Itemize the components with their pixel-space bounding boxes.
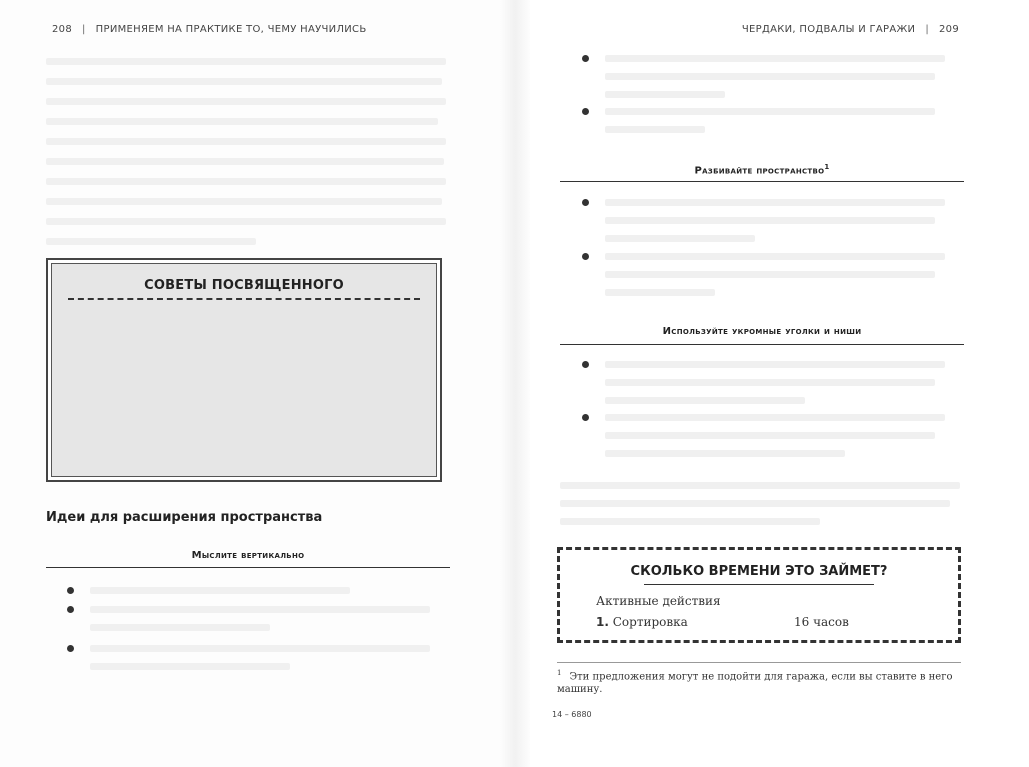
subhead-think-vertically: Мыслите вертикально: [191, 550, 305, 561]
insider-tips-title: СОВЕТЫ ПОСВЯЩЕННОГО: [144, 278, 344, 293]
insider-tips-box: [46, 258, 442, 482]
faded-text-line: [605, 432, 935, 439]
faded-text-line: [605, 397, 805, 404]
faded-text-line: [605, 361, 945, 368]
time-estimate-rule: [644, 584, 874, 585]
subhead-rule: [560, 344, 964, 345]
faded-text-line: [605, 414, 945, 421]
bullet-point: [67, 587, 74, 594]
faded-text-line: [560, 482, 960, 489]
active-actions-label: Активные действия: [596, 594, 721, 608]
faded-text-line: [560, 500, 950, 507]
faded-text-line: [46, 178, 446, 185]
insider-tips-dashed-rule: [68, 298, 420, 300]
left-running-head-text: ПРИМЕНЯЕМ НА ПРАКТИКЕ ТО, ЧЕМУ НАУЧИЛИСЬ: [95, 24, 367, 35]
time-row-number: 1.: [596, 615, 609, 629]
faded-text-line: [605, 253, 945, 260]
bullet-point: [582, 55, 589, 62]
footnote-text: Эти предложения могут не подойти для гаража, если вы ставите в него машину.: [557, 671, 953, 696]
right-running-head-separator: |: [925, 24, 929, 35]
insider-tips-inner: [51, 263, 437, 477]
bullet-point: [582, 361, 589, 368]
time-row-hours: 16 часов: [794, 615, 849, 629]
time-estimate-box: [557, 547, 961, 643]
left-running-head-separator: |: [82, 24, 86, 35]
subhead-divide-space: [560, 163, 964, 176]
faded-text-line: [605, 55, 945, 62]
faded-text-line: [90, 624, 270, 631]
bullet-point: [67, 645, 74, 652]
bullet-point: [582, 253, 589, 260]
faded-text-line: [605, 289, 715, 296]
subhead-use-nooks: Используйте укромные уголки и ниши: [662, 326, 862, 337]
left-running-head: [52, 24, 367, 35]
faded-text-line: [46, 138, 446, 145]
faded-text-line: [605, 199, 945, 206]
faded-text-line: [605, 108, 935, 115]
footnote-mark: 1: [557, 669, 562, 677]
right-page-number: 209: [939, 24, 959, 35]
left-page: [0, 0, 514, 767]
time-estimate-title: СКОЛЬКО ВРЕМЕНИ ЭТО ЗАЙМЕТ?: [630, 564, 888, 579]
faded-text-line: [46, 118, 438, 125]
footnote-reference: 1: [824, 163, 830, 171]
faded-text-line: [605, 235, 755, 242]
subhead-rule: [560, 181, 964, 182]
faded-text-line: [46, 218, 446, 225]
faded-text-line: [605, 73, 935, 80]
faded-text-line: [605, 126, 705, 133]
left-page-number: 208: [52, 24, 72, 35]
footnote-rule: [557, 662, 961, 663]
faded-text-line: [46, 238, 256, 245]
footnote: [557, 667, 961, 696]
right-running-head: [742, 24, 959, 35]
faded-text-line: [90, 587, 350, 594]
faded-text-line: [605, 271, 935, 278]
time-row-sorting: [596, 615, 688, 629]
right-running-head-text: ЧЕРДАКИ, ПОДВАЛЫ И ГАРАЖИ: [741, 24, 916, 35]
faded-text-line: [90, 606, 430, 613]
time-row-name: Сортировка: [612, 615, 688, 629]
faded-text-line: [605, 91, 725, 98]
faded-text-line: [46, 198, 442, 205]
faded-text-line: [90, 645, 430, 652]
faded-text-line: [605, 450, 845, 457]
faded-text-line: [605, 217, 935, 224]
faded-text-line: [90, 663, 290, 670]
faded-text-line: [605, 379, 935, 386]
subhead-divide-space-text: Разбивайте пространство: [694, 165, 825, 177]
faded-text-line: [46, 58, 446, 65]
printer-imprint: 14 – 6880: [552, 710, 592, 719]
faded-text-line: [46, 98, 446, 105]
faded-text-line: [46, 78, 442, 85]
bullet-point: [67, 606, 74, 613]
bullet-point: [582, 199, 589, 206]
faded-text-line: [560, 518, 820, 525]
section-title: Идеи для расширения пространства: [46, 510, 323, 525]
faded-text-line: [46, 158, 444, 165]
bullet-point: [582, 414, 589, 421]
subhead-rule: [46, 567, 450, 568]
bullet-point: [582, 108, 589, 115]
